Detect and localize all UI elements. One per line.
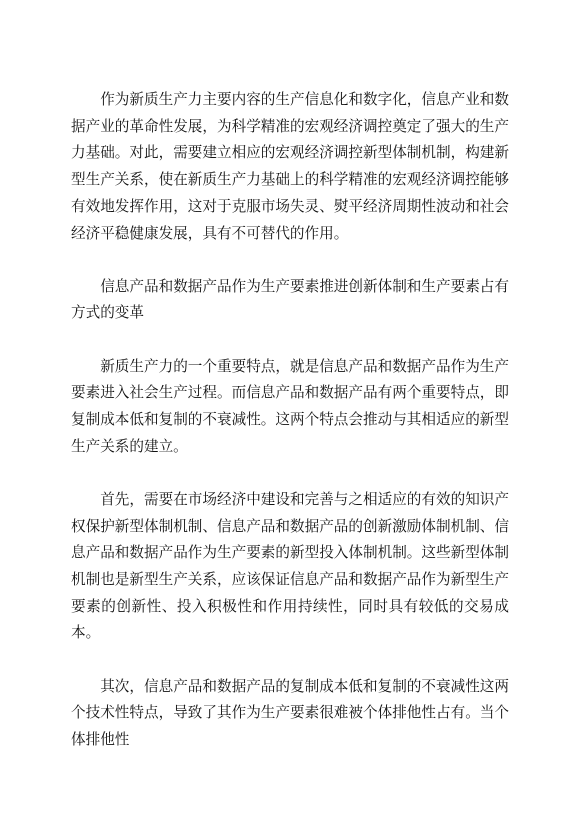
paragraph-intro: 作为新质生产力主要内容的生产信息化和数字化，信息产业和数据产业的革命性发展，为科学精准的宏观经济调控奠定了强大的生产力基础。对此，需要建立相应的宏观经济调控新型体制机制，构建新型生产关系，使在新质生产力基础上的科学精准的宏观经济调控能够有效地发挥作用，这对于克服市场失灵、熨平经济周期性波动和社会经济平稳健康发展，具有不可替代的作用。 <box>71 91 509 242</box>
section-heading: 信息产品和数据产品作为生产要素推进创新体制和生产要素占有方式的变革 <box>71 277 509 322</box>
paragraph-second: 其次，信息产品和数据产品的复制成本低和复制的不衰减性这两个技术性特点，导致了其作为生产要素很难被个体排他性占有。当个体排他性 <box>71 677 509 749</box>
paragraph-first: 首先，需要在市场经济中建设和完善与之相适应的有效的知识产权保护新型体制机制、信息产品和数据产品的创新激励体制机制、信息产品和数据产品作为生产要素的新型投入体制机制。这些新型体制机制也是新型生产关系，应该保证信息产品和数据产品作为新型生产要素的创新性、投入积极性和作用持续性，同时具有较低的交易成本。 <box>71 490 509 642</box>
document-page <box>71 87 509 780</box>
paragraph-features: 新质生产力的一个重要特点，就是信息产品和数据产品作为生产要素进入社会生产过程。而信息产品和数据产品有两个重要特点，即复制成本低和复制的不衰减性。这两个特点会推动与其相适应的新型生产关系的建立。 <box>71 357 509 455</box>
